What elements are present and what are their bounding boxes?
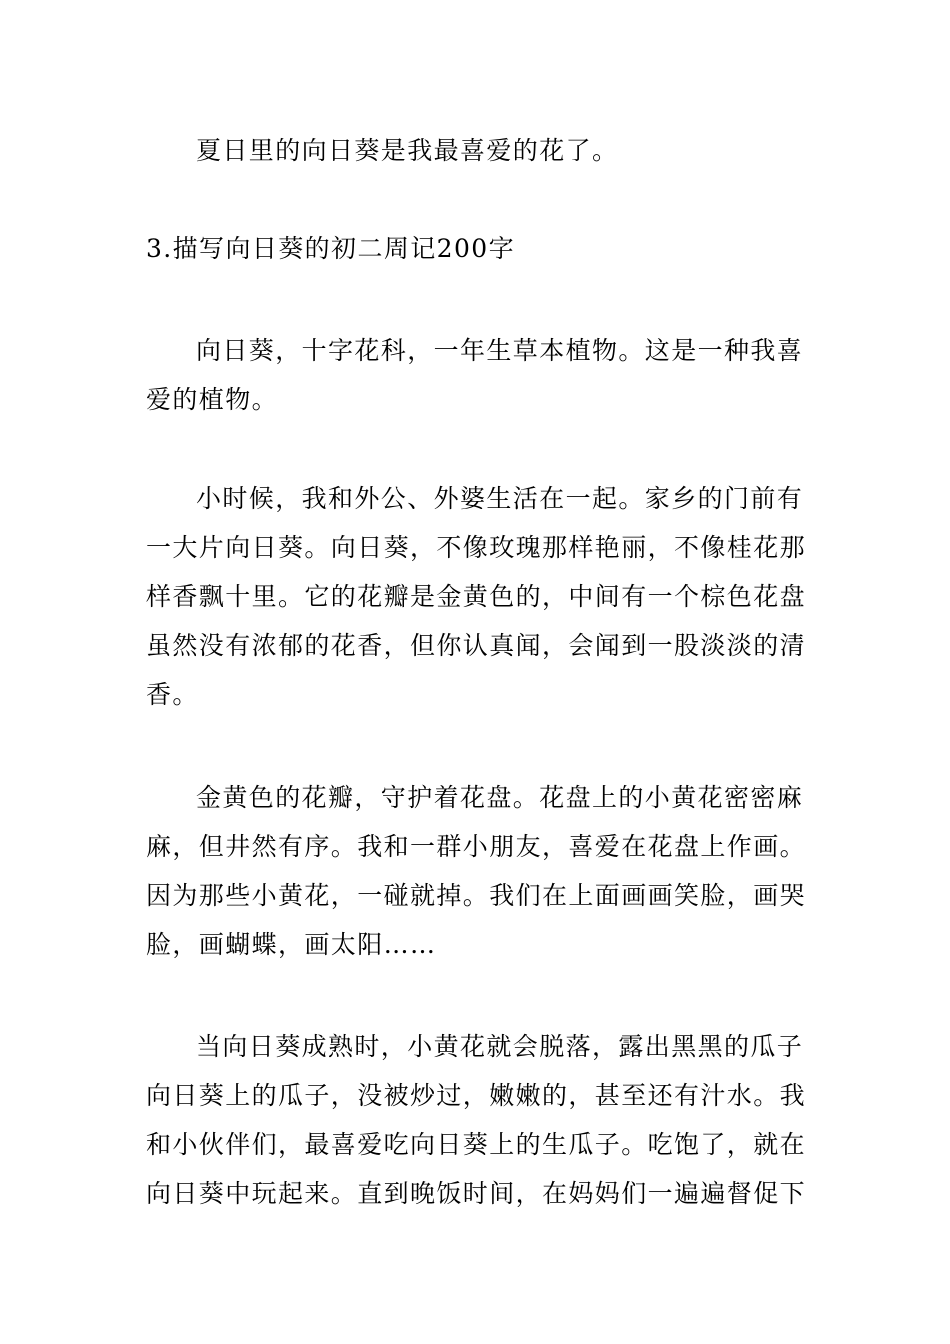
paragraph-line: 麻，但井然有序。我和一群小朋友，喜爱在花盘上作画。 bbox=[146, 832, 807, 861]
paragraph-line: 夏日里的向日葵是我最喜爱的花了。 bbox=[196, 136, 619, 165]
paragraph-line: 和小伙伴们，最喜爱吃向日葵上的生瓜子。吃饱了，就在 bbox=[146, 1130, 807, 1159]
paragraph-line: 向日葵，十字花科，一年生草本植物。这是一种我喜 bbox=[196, 336, 804, 365]
paragraph-line: 脸，画蝴蝶，画太阳…… bbox=[146, 930, 437, 959]
paragraph-line: 小时候，我和外公、外婆生活在一起。家乡的门前有 bbox=[196, 484, 804, 513]
paragraph-line: 向日葵上的瓜子，没被炒过，嫩嫩的，甚至还有汁水。我 bbox=[146, 1081, 807, 1110]
paragraph-line: 一大片向日葵。向日葵，不像玫瑰那样艳丽，不像桂花那 bbox=[146, 533, 807, 562]
paragraph-line: 当向日葵成熟时，小黄花就会脱落，露出黑黑的瓜子 bbox=[196, 1032, 804, 1061]
paragraph-line: 爱的植物。 bbox=[146, 385, 279, 414]
paragraph-line: 因为那些小黄花，一碰就掉。我们在上面画画笑脸，画哭 bbox=[146, 881, 807, 910]
paragraph-line: 金黄色的花瓣，守护着花盘。花盘上的小黄花密密麻 bbox=[196, 783, 804, 812]
paragraph-line: 样香飘十里。它的花瓣是金黄色的，中间有一个棕色花盘 bbox=[146, 582, 807, 611]
paragraph-line: 向日葵中玩起来。直到晚饭时间，在妈妈们一遍遍督促下 bbox=[146, 1179, 807, 1208]
section-heading: 3.描写向日葵的初二周记200字 bbox=[146, 234, 515, 263]
paragraph-line: 虽然没有浓郁的花香，但你认真闻，会闻到一股淡淡的清 bbox=[146, 631, 807, 660]
paragraph-line: 香。 bbox=[146, 680, 199, 709]
